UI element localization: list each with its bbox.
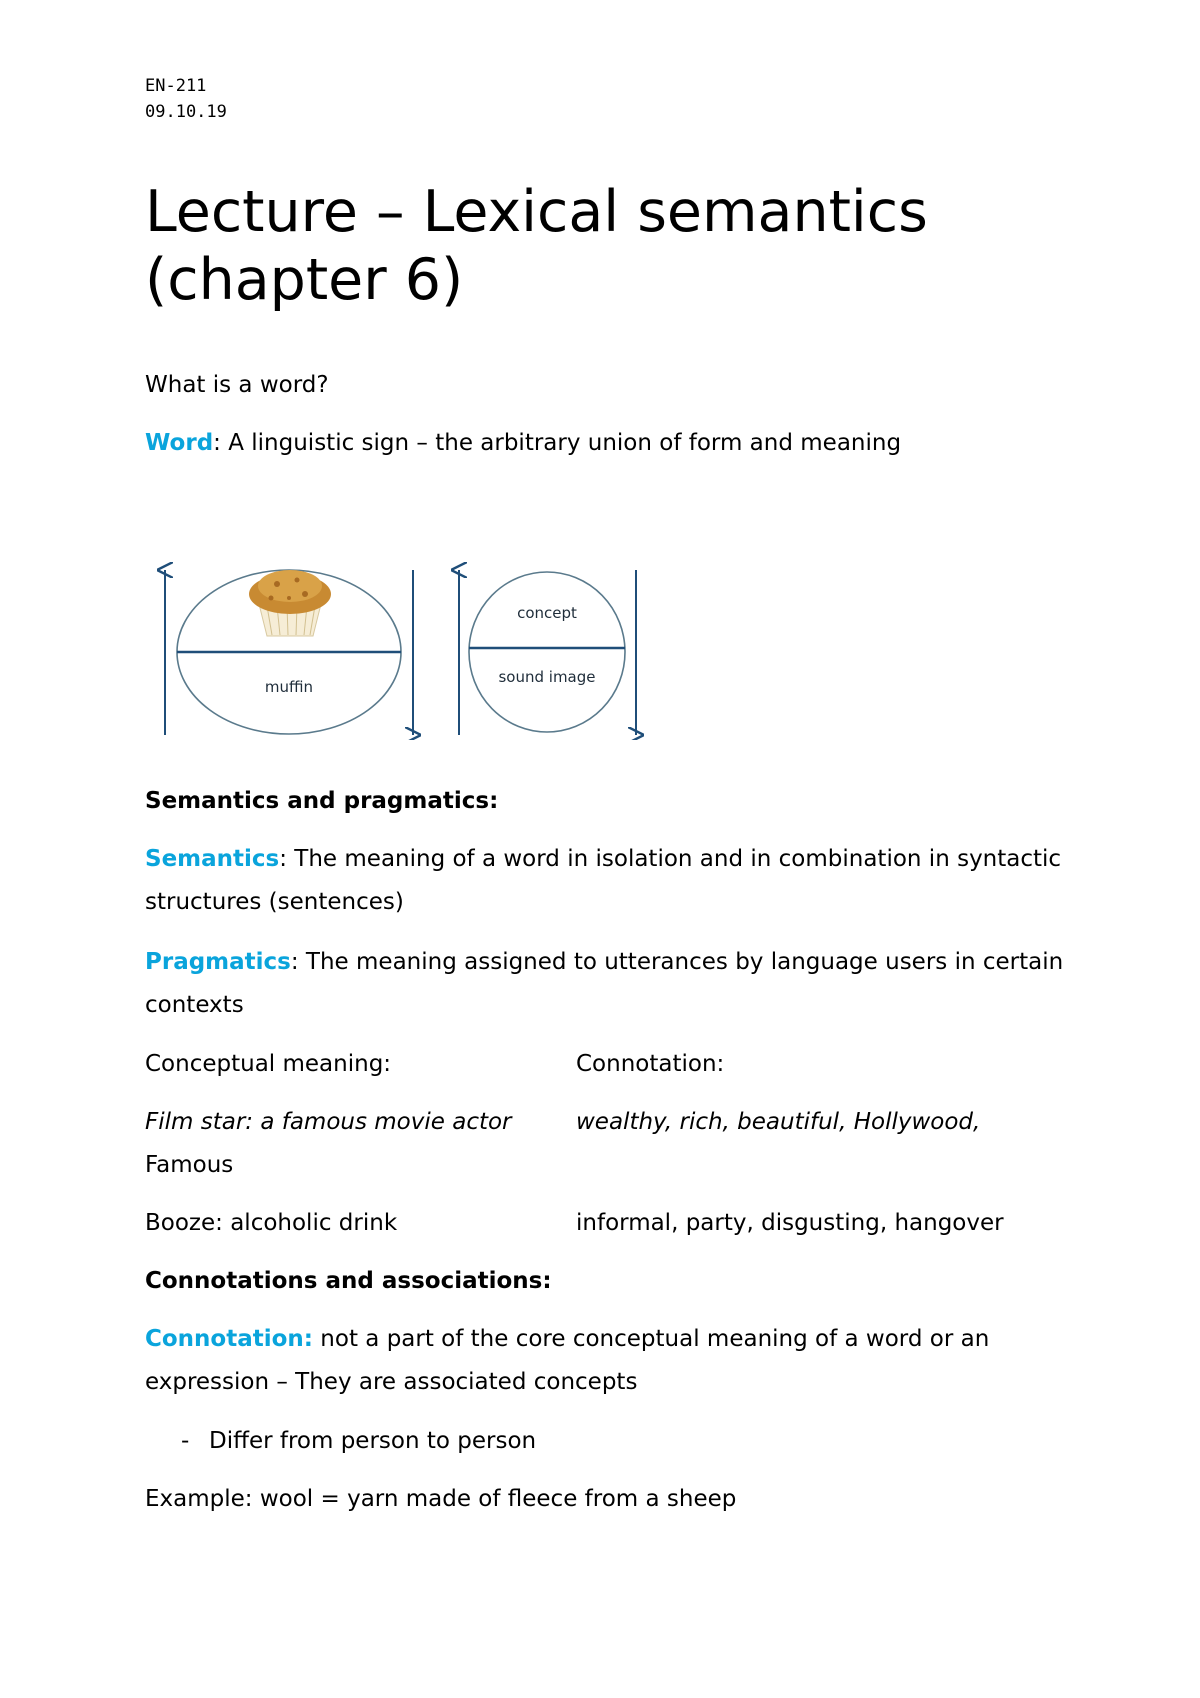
connotation-definition-text: not a part of the core conceptual meaning of a word or an expression – They are associated concepts [145,1326,990,1395]
intro-question: What is a word? [145,372,329,398]
connotation-header: Connotation: [576,1051,725,1077]
connotations-heading: Connotations and associations: [145,1268,552,1294]
wool-example: Example: wool = yarn made of fleece from a sheep [145,1486,737,1512]
saussure-sign-diagram [155,560,655,740]
bullet-text: Differ from person to person [209,1428,537,1454]
right-sign-circle [469,572,625,732]
booze-connotations: informal, party, disgusting, hangover [576,1210,1004,1236]
connotation-term: Connotation: [145,1326,313,1352]
connotation-definition [145,1318,1065,1404]
semantics-term: Semantics [145,846,280,872]
film-star-meaning: Film star: a famous movie actor [145,1109,512,1135]
bullet-marker: - [181,1428,190,1454]
film-star-continued: Famous [145,1152,234,1178]
semantics-definition [145,838,1065,924]
bullet-item [145,1420,1065,1463]
conceptual-meaning-header: Conceptual meaning: [145,1051,392,1077]
pragmatics-term: Pragmatics [145,949,291,975]
page-title: Lecture – Lexical semantics (chapter 6) [145,179,928,313]
course-code: EN-211 [145,76,207,96]
film-star-connotations: wealthy, rich, beautiful, Hollywood, [576,1109,981,1135]
word-definition [145,422,1065,465]
sound-image-label: sound image [498,668,596,686]
semantics-heading: Semantics and pragmatics: [145,788,499,814]
word-definition-text: : A linguistic sign – the arbitrary union of form and meaning [213,430,902,456]
pragmatics-definition-text: : The meaning assigned to utterances by language users in certain contexts [145,949,1064,1018]
pragmatics-definition [145,941,1065,1027]
document-date: 09.10.19 [145,102,227,122]
semantics-definition-text: : The meaning of a word in isolation and in combination in syntactic structures (sentences) [145,846,1062,915]
booze-meaning: Booze: alcoholic drink [145,1210,398,1236]
muffin-label: muffin [264,678,314,696]
concept-label: concept [517,604,577,622]
word-term: Word [145,430,214,456]
muffin-image [249,570,331,636]
